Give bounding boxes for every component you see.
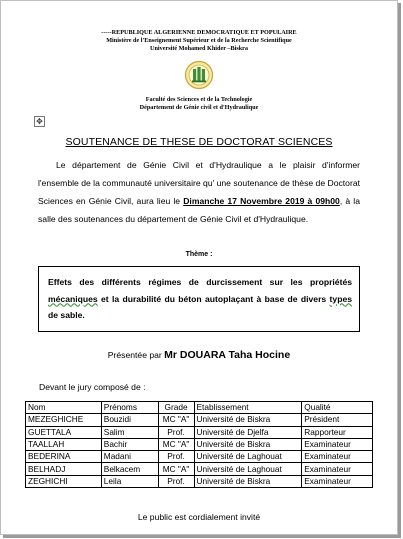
- theme-text-e: de sable.: [48, 310, 85, 320]
- closing-note: Le public est cordialement invité: [137, 512, 261, 522]
- jury-cell: BELHADJ: [26, 463, 102, 475]
- jury-header-cell: Prénoms: [101, 402, 158, 414]
- presented-prefix: Présentée par: [107, 350, 165, 360]
- jury-cell: Université de Biskra: [194, 475, 302, 487]
- jury-cell: Université de Laghouat: [194, 451, 302, 463]
- jury-cell: Prof.: [158, 475, 194, 487]
- jury-cell: Rapporteur: [302, 426, 373, 438]
- jury-row: [26, 414, 373, 426]
- theme-text: [48, 274, 352, 324]
- page-shadow-right: [398, 3, 401, 537]
- jury-cell: MEZEGHICHE: [26, 414, 102, 426]
- table-move-handle-icon[interactable]: ✥: [34, 116, 45, 127]
- jury-cell: Université de Laghouat: [194, 463, 302, 475]
- jury-row: [26, 463, 373, 475]
- theme-text-b: mécaniques: [48, 293, 98, 304]
- header-ministry: Ministère de l'Enseignement Supérieur et de la Recherche Scientifique: [106, 37, 292, 44]
- jury-cell: Université de Djelfa: [194, 426, 302, 438]
- jury-cell: Président: [302, 414, 373, 426]
- jury-header-cell: Grade: [158, 402, 194, 414]
- jury-cell: Leila: [101, 475, 158, 487]
- jury-header-row: [26, 402, 373, 414]
- header-republic: -----REPUBLIQUE ALGERIENNE DEMOCRATIQUE ET POPULAIRE: [101, 29, 297, 36]
- jury-cell: MC "A": [158, 414, 194, 426]
- jury-row: [26, 451, 373, 463]
- page-shadow-bottom: [3, 535, 401, 538]
- jury-cell: BEDERINA: [26, 451, 102, 463]
- jury-header-cell: Qualité: [302, 402, 373, 414]
- jury-cell: Salim: [101, 426, 158, 438]
- page-title: SOUTENANCE DE THESE DE DOCTORAT SCIENCES: [65, 136, 333, 148]
- jury-cell: Prof.: [158, 426, 194, 438]
- jury-cell: Université de Biskra: [194, 414, 302, 426]
- announcement-text-2: , à la salle des soutenances du département de Génie Civil et d'Hydraulique.: [38, 196, 360, 224]
- jury-header-cell: Etablissement: [194, 402, 302, 414]
- jury-cell: MC "A": [158, 438, 194, 450]
- jury-cell: TAALLAH: [26, 438, 102, 450]
- jury-cell: Examinateur: [302, 438, 373, 450]
- header-department: Département de Génie civil et d'Hydraulique: [139, 104, 259, 111]
- jury-cell: MC "A": [158, 463, 194, 475]
- header-university: Université Mohamed Khider –Biskra: [149, 45, 249, 52]
- jury-row: [26, 426, 373, 438]
- jury-cell: Examinateur: [302, 451, 373, 463]
- jury-header-cell: Nom: [26, 402, 102, 414]
- announcement-paragraph: [38, 156, 360, 228]
- defense-date: Dimanche 17 Novembre 2019 à 09h00: [183, 196, 340, 206]
- header-faculty: Faculté des Sciences et de la Technologie: [145, 96, 253, 103]
- theme-label: Thème :: [185, 251, 213, 258]
- jury-table: [25, 401, 373, 488]
- jury-row: [26, 475, 373, 487]
- candidate-name: Mr DOUARA Taha Hocine: [164, 349, 291, 361]
- jury-cell: Bachir: [101, 438, 158, 450]
- presented-by: [0, 349, 398, 361]
- jury-cell: Examinateur: [302, 463, 373, 475]
- jury-intro: Devant le jury composé de :: [39, 382, 146, 392]
- jury-cell: ZEGHICHI: [26, 475, 102, 487]
- jury-cell: Madani: [101, 451, 158, 463]
- jury-cell: Université de Biskra: [194, 438, 302, 450]
- jury-cell: Bouzidi: [101, 414, 158, 426]
- university-emblem-icon: [184, 60, 214, 90]
- theme-text-d: types: [329, 293, 352, 304]
- theme-text-c: et la durabilité du béton autoplaçant à base de divers: [97, 293, 330, 304]
- jury-cell: Examinateur: [302, 475, 373, 487]
- announcement-text-1: Le département de Génie Civil et d'Hydraulique a le plaisir d'informer l'ensemble de la communauté universitaire qu' une soutenance de thèse de Doctorat Sciences en Génie Civil, aura lieu le: [38, 160, 360, 206]
- jury-cell: Belkacem: [101, 463, 158, 475]
- jury-row: [26, 438, 373, 450]
- jury-cell: GUETTALA: [26, 426, 102, 438]
- theme-text-a: Effets des différents régimes de durcissement sur les propriétés: [48, 277, 352, 287]
- jury-cell: Prof.: [158, 451, 194, 463]
